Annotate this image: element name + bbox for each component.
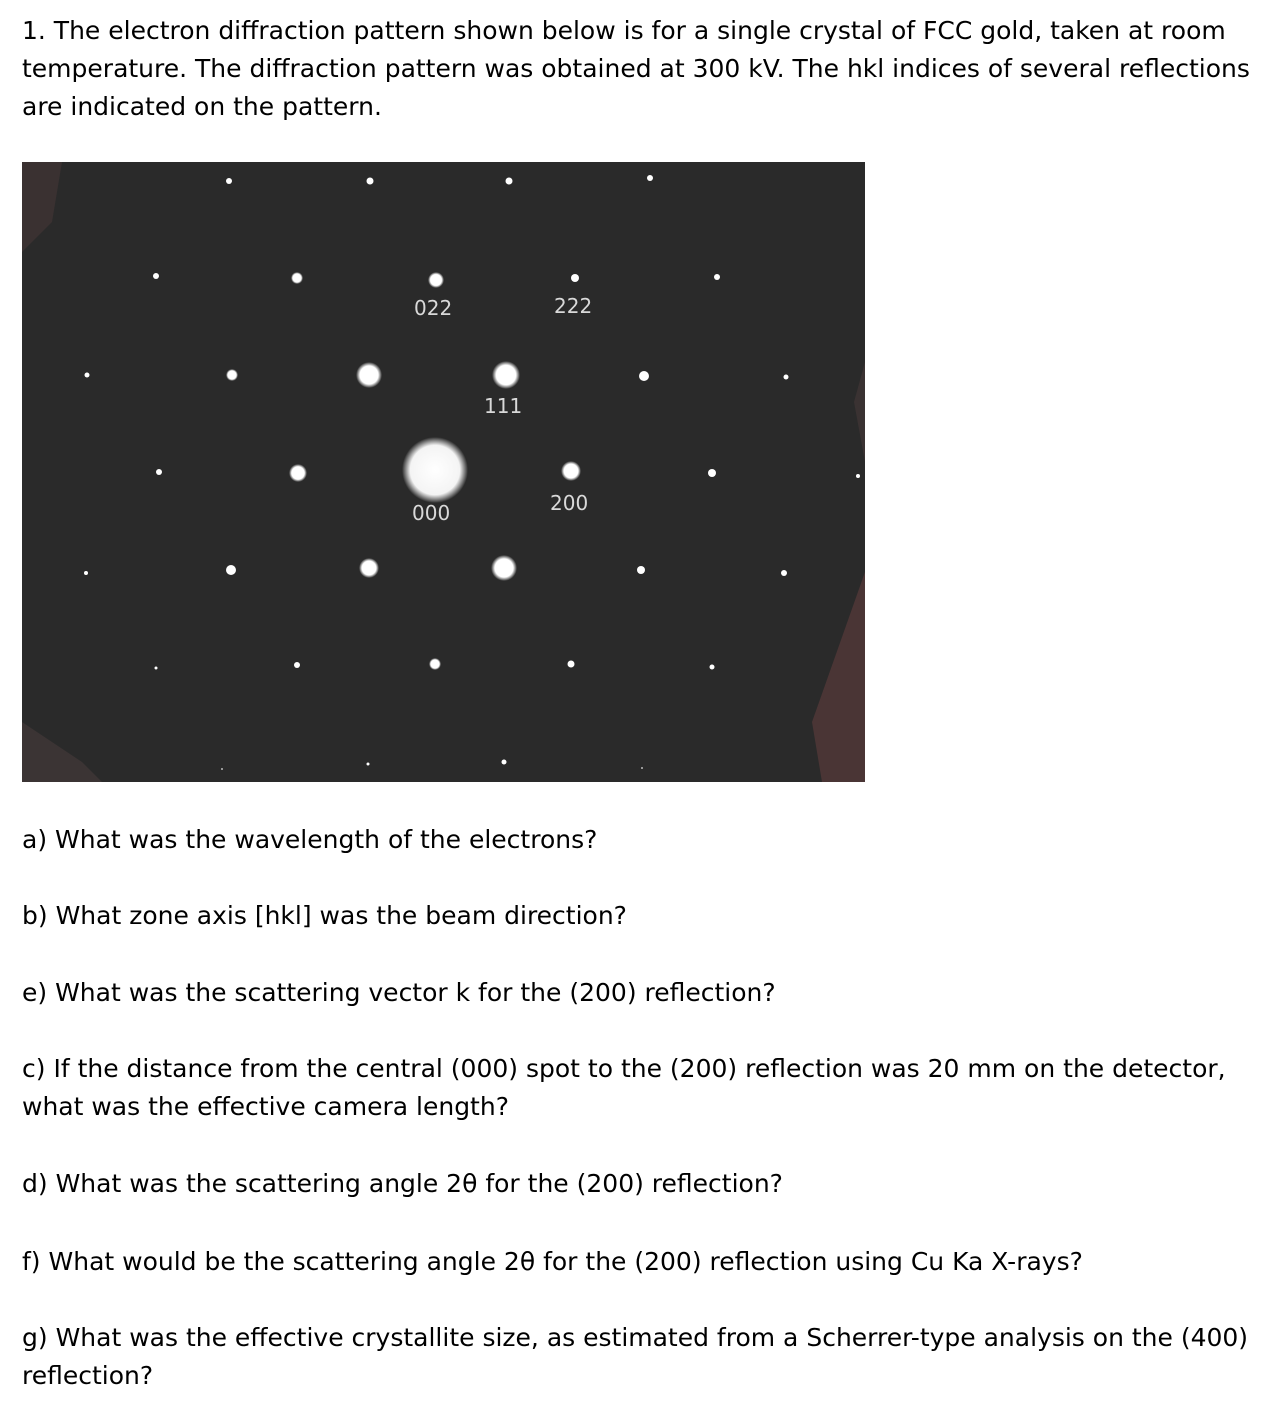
question-f: f) What would be the scattering angle 2θ for the (200) reflection using Cu Ka X-rays? bbox=[22, 1247, 1083, 1276]
diffraction-spot-222 bbox=[571, 274, 579, 282]
diffraction-spot-022 bbox=[428, 272, 444, 288]
question-g: g) What was the effective crystallite size, as estimated from a Scherrer-type analysis on the (400) reflection? bbox=[22, 1323, 1249, 1390]
diffraction-spot bbox=[506, 178, 513, 185]
diffraction-spot bbox=[85, 373, 90, 378]
diffraction-spot bbox=[226, 178, 232, 184]
diffraction-spot bbox=[367, 763, 370, 766]
diffraction-spot bbox=[156, 469, 162, 475]
label-111: 111 bbox=[484, 394, 523, 418]
diffraction-spot bbox=[710, 665, 715, 670]
diffraction-spot bbox=[294, 662, 300, 668]
diffraction-spot bbox=[491, 555, 517, 581]
question-c: c) If the distance from the central (000) spot to the (200) reflection was 20 mm on the detector, what was the effective camera length? bbox=[22, 1054, 1226, 1121]
diffraction-spot bbox=[226, 369, 238, 381]
label-022: 022 bbox=[414, 296, 453, 320]
diffraction-spot bbox=[226, 565, 236, 575]
diffraction-spot bbox=[155, 667, 158, 670]
problem-statement: 1. The electron diffraction pattern shown below is for a single crystal of FCC gold, taken at room temperature. The diffraction pattern was obtained at 300 kV. The hkl indices of several reflections are indicated on the pattern. bbox=[22, 16, 1250, 121]
diffraction-spot bbox=[641, 767, 643, 769]
diffraction-pattern-image bbox=[22, 162, 865, 782]
question-a: a) What was the wavelength of the electrons? bbox=[22, 825, 598, 854]
diffraction-spot bbox=[568, 661, 575, 668]
diffraction-spot bbox=[289, 464, 307, 482]
diffraction-spot bbox=[714, 274, 720, 280]
diffraction-spot bbox=[637, 566, 645, 574]
diffraction-spot bbox=[502, 760, 507, 765]
question-e: e) What was the scattering vector k for the (200) reflection? bbox=[22, 978, 776, 1007]
diffraction-spot bbox=[84, 571, 88, 575]
diffraction-spot bbox=[221, 768, 223, 770]
diffraction-spot bbox=[781, 570, 787, 576]
question-b: b) What zone axis [hkl] was the beam direction? bbox=[22, 901, 627, 930]
diffraction-spot bbox=[367, 178, 374, 185]
diffraction-spot bbox=[708, 469, 716, 477]
diffraction-spot bbox=[359, 558, 379, 578]
label-222: 222 bbox=[554, 294, 593, 318]
diffraction-spot bbox=[639, 371, 649, 381]
label-200: 200 bbox=[550, 491, 589, 515]
diffraction-spot bbox=[647, 175, 653, 181]
diffraction-spot bbox=[856, 474, 860, 478]
diffraction-spot bbox=[153, 273, 159, 279]
diffraction-spot-111 bbox=[492, 361, 520, 389]
diffraction-spot-200 bbox=[561, 461, 581, 481]
diffraction-spot bbox=[784, 375, 789, 380]
diffraction-spot bbox=[356, 362, 382, 388]
diffraction-spot bbox=[291, 272, 303, 284]
diffraction-pattern-figure bbox=[22, 162, 865, 782]
diffraction-spot-000 bbox=[402, 437, 468, 503]
diffraction-spot bbox=[429, 658, 441, 670]
label-000: 000 bbox=[412, 501, 451, 525]
question-d: d) What was the scattering angle 2θ for the (200) reflection? bbox=[22, 1169, 783, 1198]
